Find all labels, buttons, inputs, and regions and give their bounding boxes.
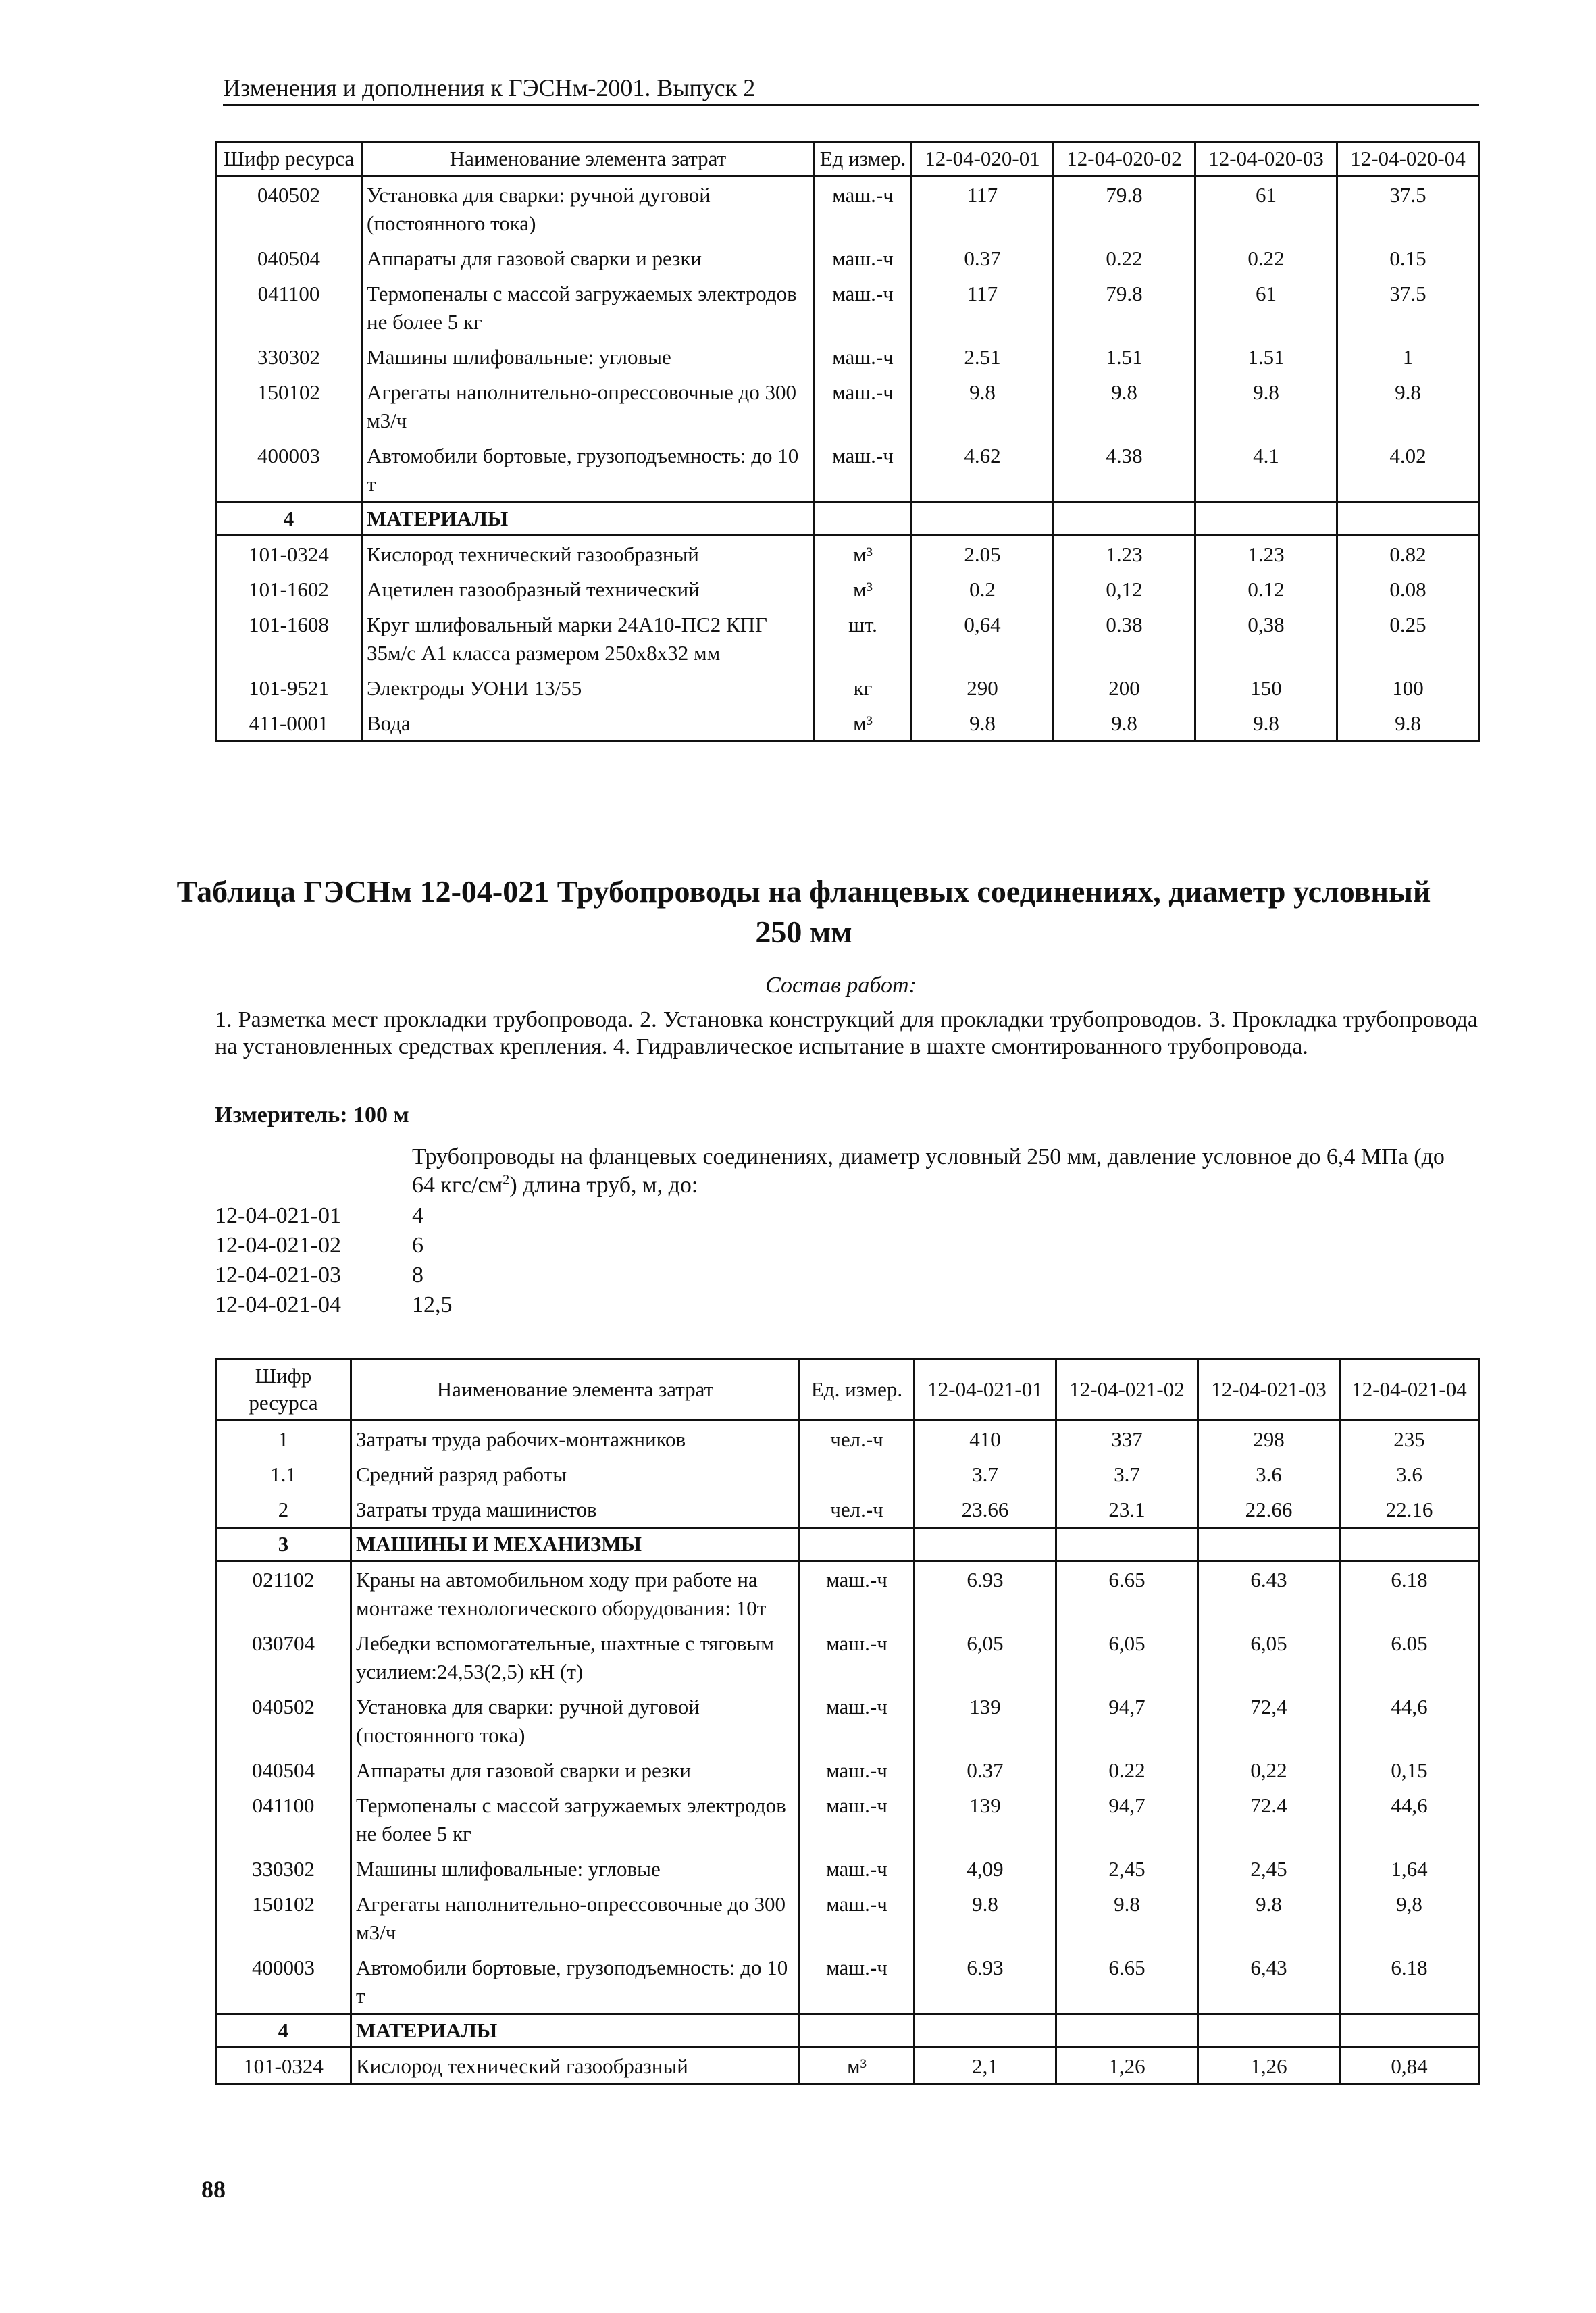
resource-code: 101-1602 <box>216 571 362 607</box>
norm-value: 3.7 <box>1056 1456 1198 1492</box>
measure-unit: маш.-ч <box>800 1851 915 1886</box>
table-row <box>216 536 1479 572</box>
measure-unit: м³ <box>815 571 912 607</box>
table-row <box>216 1886 1479 1950</box>
cost-element-name: Ацетилен газообразный технический <box>362 571 815 607</box>
norm-value: 1.23 <box>1054 536 1195 572</box>
norm-value: 79.8 <box>1054 176 1195 241</box>
norm-value: 23.66 <box>915 1492 1056 1528</box>
resource-code: 400003 <box>216 438 362 503</box>
measure-unit: маш.-ч <box>800 1561 915 1626</box>
variant-pipe-length: 6 <box>412 1233 423 1258</box>
norm-value: 117 <box>912 176 1054 241</box>
table-row <box>216 438 1479 503</box>
norm-value: 1.51 <box>1195 339 1337 374</box>
resource-code: 030704 <box>216 1625 351 1689</box>
resource-code: 1.1 <box>216 1456 351 1492</box>
measure-unit: чел.-ч <box>800 1421 915 1457</box>
resource-code: 330302 <box>216 1851 351 1886</box>
resource-code: 040504 <box>216 1752 351 1787</box>
measure-unit: кг <box>815 670 912 705</box>
table-row <box>216 240 1479 276</box>
norm-value: 0.2 <box>912 571 1054 607</box>
norm-value: 9.8 <box>912 374 1054 438</box>
norm-value: 44,6 <box>1340 1787 1479 1851</box>
variant-column-header: 12-04-021-03 <box>1198 1359 1340 1421</box>
resource-code: 021102 <box>216 1561 351 1626</box>
norm-value: 2.51 <box>912 339 1054 374</box>
norm-value: 6.65 <box>1056 1950 1198 2014</box>
resource-code: 101-9521 <box>216 670 362 705</box>
cost-element-name: Круг шлифовальный марки 24А10-ПС2 КПГ 35м/с А1 класса размером 250х8х32 мм <box>362 607 815 670</box>
section-row <box>216 2014 1479 2048</box>
resource-code: 101-1608 <box>216 607 362 670</box>
column-header: Наименование элемента затрат <box>351 1359 800 1421</box>
empty-cell <box>815 503 912 536</box>
cost-element-name: Затраты труда машинистов <box>351 1492 800 1528</box>
cost-element-name: Автомобили бортовые, грузоподъемность: до 10 т <box>351 1950 800 2014</box>
norm-value: 2.05 <box>912 536 1054 572</box>
measure-unit: м³ <box>800 2048 915 2085</box>
variant-code: 12-04-021-02 <box>215 1233 341 1258</box>
cost-element-name: Электроды УОНИ 13/55 <box>362 670 815 705</box>
norm-value: 9.8 <box>1056 1886 1198 1950</box>
resource-code: 411-0001 <box>216 705 362 742</box>
norm-value: 1.23 <box>1195 536 1337 572</box>
cost-element-name: Вода <box>362 705 815 742</box>
cost-element-name: Агрегаты наполнительно-опрессовочные до 300 м3/ч <box>351 1886 800 1950</box>
norm-value: 9.8 <box>1337 705 1479 742</box>
variants-list <box>215 1201 552 1320</box>
variant-item <box>215 1201 552 1231</box>
empty-cell <box>1054 503 1195 536</box>
measure-unit: маш.-ч <box>815 438 912 503</box>
measure-unit: маш.-ч <box>800 1886 915 1950</box>
measure-unit: маш.-ч <box>800 1625 915 1689</box>
cost-element-name: Термопеналы с массой загружаемых электродов не более 5 кг <box>351 1787 800 1851</box>
measure-unit: маш.-ч <box>800 1787 915 1851</box>
table-row <box>216 607 1479 670</box>
measure-unit: м³ <box>815 705 912 742</box>
norm-value: 2,45 <box>1056 1851 1198 1886</box>
empty-cell <box>1195 503 1337 536</box>
norm-value: 0.15 <box>1337 240 1479 276</box>
norm-value: 0,84 <box>1340 2048 1479 2085</box>
norm-value: 94,7 <box>1056 1787 1198 1851</box>
section-row <box>216 503 1479 536</box>
variant-column-header: 12-04-020-03 <box>1195 142 1337 176</box>
norm-value: 4.62 <box>912 438 1054 503</box>
norm-value: 6.93 <box>915 1950 1056 2014</box>
norm-value: 9.8 <box>1054 374 1195 438</box>
variant-column-header: 12-04-021-01 <box>915 1359 1056 1421</box>
resource-code: 101-0324 <box>216 536 362 572</box>
norm-value: 2,1 <box>915 2048 1056 2085</box>
norm-value: 1,64 <box>1340 1851 1479 1886</box>
measure-unit: маш.-ч <box>815 339 912 374</box>
measure-unit: шт. <box>815 607 912 670</box>
norm-value: 337 <box>1056 1421 1198 1457</box>
norm-value: 0,12 <box>1054 571 1195 607</box>
table-row <box>216 339 1479 374</box>
resource-code: 1 <box>216 1421 351 1457</box>
column-header: Наименование элемента затрат <box>362 142 815 176</box>
section-title: МАТЕРИАЛЫ <box>351 2014 800 2048</box>
norm-value: 100 <box>1337 670 1479 705</box>
norm-value: 1 <box>1337 339 1479 374</box>
resource-code: 150102 <box>216 374 362 438</box>
norm-value: 150 <box>1195 670 1337 705</box>
cost-element-name: Автомобили бортовые, грузоподъемность: до 10 т <box>362 438 815 503</box>
norm-value: 37.5 <box>1337 276 1479 339</box>
table-row <box>216 1421 1479 1457</box>
norm-value: 4.02 <box>1337 438 1479 503</box>
cost-element-name: Установка для сварки: ручной дуговой (постоянного тока) <box>351 1689 800 1752</box>
norm-value: 79.8 <box>1054 276 1195 339</box>
cost-element-name: Аппараты для газовой сварки и резки <box>362 240 815 276</box>
table-row <box>216 176 1479 241</box>
norm-value: 9.8 <box>915 1886 1056 1950</box>
norm-value: 117 <box>912 276 1054 339</box>
norm-value: 72.4 <box>1198 1787 1340 1851</box>
variant-pipe-length: 4 <box>412 1203 423 1228</box>
section-row <box>216 1528 1479 1561</box>
page-number: 88 <box>201 2176 226 2203</box>
norm-value: 9.8 <box>1054 705 1195 742</box>
table-header-row <box>216 1359 1479 1421</box>
variant-column-header: 12-04-021-04 <box>1340 1359 1479 1421</box>
variant-item <box>215 1231 552 1261</box>
norm-value: 9.8 <box>1337 374 1479 438</box>
measure-unit: маш.-ч <box>800 1689 915 1752</box>
table-header-row <box>216 142 1479 176</box>
resource-code: 2 <box>216 1492 351 1528</box>
cost-element-name: Краны на автомобильном ходу при работе на монтаже технологического оборудования: 10т <box>351 1561 800 1626</box>
norm-value: 9.8 <box>912 705 1054 742</box>
cost-element-name: Кислород технический газообразный <box>351 2048 800 2085</box>
resource-code: 101-0324 <box>216 2048 351 2085</box>
norm-value: 22.16 <box>1340 1492 1479 1528</box>
cost-element-name: Лебедки вспомогательные, шахтные с тяговым усилием:24,53(2,5) кН (т) <box>351 1625 800 1689</box>
empty-cell <box>800 1528 915 1561</box>
norm-value: 4.1 <box>1195 438 1337 503</box>
norm-value: 410 <box>915 1421 1056 1457</box>
norm-value: 6,05 <box>915 1625 1056 1689</box>
composition-heading: Состав работ: <box>765 973 917 998</box>
norm-value: 6,43 <box>1198 1950 1340 2014</box>
norm-value: 6.43 <box>1198 1561 1340 1626</box>
table-row <box>216 1492 1479 1528</box>
section-title: МАТЕРИАЛЫ <box>362 503 815 536</box>
measure-unit: маш.-ч <box>815 240 912 276</box>
measure-unit: чел.-ч <box>800 1492 915 1528</box>
empty-cell <box>1056 1528 1198 1561</box>
variant-code: 12-04-021-03 <box>215 1263 341 1288</box>
section-number: 4 <box>216 503 362 536</box>
norm-value: 9.8 <box>1195 374 1337 438</box>
column-header: Шифр ресурса <box>216 1359 351 1421</box>
cost-element-name: Средний разряд работы <box>351 1456 800 1492</box>
table-row <box>216 571 1479 607</box>
norm-value: 0.37 <box>912 240 1054 276</box>
variant-column-header: 12-04-020-01 <box>912 142 1054 176</box>
norm-value: 6.18 <box>1340 1950 1479 2014</box>
variant-column-header: 12-04-020-02 <box>1054 142 1195 176</box>
norm-value: 6.93 <box>915 1561 1056 1626</box>
variant-code: 12-04-021-01 <box>215 1203 341 1228</box>
resource-table-12-04-021 <box>215 1358 1480 2085</box>
empty-cell <box>1340 1528 1479 1561</box>
column-header: Ед измер. <box>815 142 912 176</box>
measure-unit: Измеритель: 100 м <box>215 1102 409 1127</box>
measure-unit: маш.-ч <box>800 1752 915 1787</box>
empty-cell <box>912 503 1054 536</box>
table-row <box>216 1625 1479 1689</box>
norm-value: 0.08 <box>1337 571 1479 607</box>
norm-value: 139 <box>915 1787 1056 1851</box>
cost-element-name: Затраты труда рабочих-монтажников <box>351 1421 800 1457</box>
norm-value: 6,05 <box>1056 1625 1198 1689</box>
norm-value: 37.5 <box>1337 176 1479 241</box>
norm-value: 139 <box>915 1689 1056 1752</box>
norm-value: 2,45 <box>1198 1851 1340 1886</box>
resource-code: 041100 <box>216 276 362 339</box>
norm-value: 9.8 <box>1195 705 1337 742</box>
norm-value: 3.7 <box>915 1456 1056 1492</box>
norm-value: 44,6 <box>1340 1689 1479 1752</box>
section-title: МАШИНЫ И МЕХАНИЗМЫ <box>351 1528 800 1561</box>
measure-unit: маш.-ч <box>815 374 912 438</box>
cost-element-name: Машины шлифовальные: угловые <box>351 1851 800 1886</box>
table-row <box>216 2048 1479 2085</box>
norm-value: 0.82 <box>1337 536 1479 572</box>
cost-element-name: Кислород технический газообразный <box>362 536 815 572</box>
table-row <box>216 705 1479 742</box>
empty-cell <box>1198 2014 1340 2048</box>
norm-value: 6.65 <box>1056 1561 1198 1626</box>
empty-cell <box>1340 2014 1479 2048</box>
empty-cell <box>1056 2014 1198 2048</box>
table-row <box>216 1752 1479 1787</box>
norm-value: 290 <box>912 670 1054 705</box>
norm-value: 235 <box>1340 1421 1479 1457</box>
norm-value: 6.05 <box>1340 1625 1479 1689</box>
cost-element-name: Аппараты для газовой сварки и резки <box>351 1752 800 1787</box>
resource-code: 040504 <box>216 240 362 276</box>
table-row <box>216 1851 1479 1886</box>
work-steps: 1. Разметка мест прокладки трубопровода. 2. Установка конструкций для прокладки трубопроводов. 3. Прокладка трубопровода на установленных средствах крепления. 4. Гидравлическое испытание в шахте смонтированного трубопровода. <box>215 1007 1478 1059</box>
norm-value: 298 <box>1198 1421 1340 1457</box>
empty-cell <box>915 1528 1056 1561</box>
norm-value: 23.1 <box>1056 1492 1198 1528</box>
table-row <box>216 1561 1479 1626</box>
table-row <box>216 276 1479 339</box>
measure-unit <box>800 1456 915 1492</box>
norm-value: 4.38 <box>1054 438 1195 503</box>
table-row <box>216 374 1479 438</box>
column-header: Шифр ресурса <box>216 142 362 176</box>
resource-code: 330302 <box>216 339 362 374</box>
section-number: 4 <box>216 2014 351 2048</box>
norm-value: 0.38 <box>1054 607 1195 670</box>
variant-item <box>215 1290 552 1320</box>
section-number: 3 <box>216 1528 351 1561</box>
resource-code: 040502 <box>216 176 362 241</box>
norm-value: 9.8 <box>1198 1886 1340 1950</box>
table-row <box>216 1456 1479 1492</box>
empty-cell <box>1198 1528 1340 1561</box>
measure-unit: маш.-ч <box>815 276 912 339</box>
norm-value: 61 <box>1195 276 1337 339</box>
table-row <box>216 670 1479 705</box>
norm-value: 0.22 <box>1056 1752 1198 1787</box>
measure-unit: маш.-ч <box>815 176 912 241</box>
resource-code: 150102 <box>216 1886 351 1950</box>
resource-table-12-04-020 <box>215 141 1480 742</box>
resource-code: 040502 <box>216 1689 351 1752</box>
table-row <box>216 1787 1479 1851</box>
norm-value: 0,15 <box>1340 1752 1479 1787</box>
norm-value: 4,09 <box>915 1851 1056 1886</box>
cost-element-name: Термопеналы с массой загружаемых электродов не более 5 кг <box>362 276 815 339</box>
norm-value: 0,22 <box>1198 1752 1340 1787</box>
variant-column-header: 12-04-021-02 <box>1056 1359 1198 1421</box>
norm-value: 1,26 <box>1056 2048 1198 2085</box>
measure-unit: маш.-ч <box>800 1950 915 2014</box>
norm-value: 6.18 <box>1340 1561 1479 1626</box>
column-header: Ед. измер. <box>800 1359 915 1421</box>
norm-value: 3.6 <box>1340 1456 1479 1492</box>
variant-item <box>215 1261 552 1290</box>
norm-value: 9,8 <box>1340 1886 1479 1950</box>
norm-value: 0.37 <box>915 1752 1056 1787</box>
norm-value: 0.22 <box>1195 240 1337 276</box>
table-row <box>216 1950 1479 2014</box>
norm-value: 61 <box>1195 176 1337 241</box>
running-header: Изменения и дополнения к ГЭСНм-2001. Выпуск 2 <box>223 73 1479 106</box>
resource-code: 400003 <box>216 1950 351 2014</box>
norm-value: 1,26 <box>1198 2048 1340 2085</box>
norm-value: 0,64 <box>912 607 1054 670</box>
cost-element-name: Установка для сварки: ручной дуговой (постоянного тока) <box>362 176 815 241</box>
norm-value: 72,4 <box>1198 1689 1340 1752</box>
norm-value: 0.12 <box>1195 571 1337 607</box>
variant-code: 12-04-021-04 <box>215 1292 341 1317</box>
variant-pipe-length: 8 <box>412 1263 423 1288</box>
empty-cell <box>1337 503 1479 536</box>
norm-value: 1.51 <box>1054 339 1195 374</box>
norm-value: 94,7 <box>1056 1689 1198 1752</box>
cost-element-name: Машины шлифовальные: угловые <box>362 339 815 374</box>
norm-value: 200 <box>1054 670 1195 705</box>
variant-column-header: 12-04-020-04 <box>1337 142 1479 176</box>
norm-value: 3.6 <box>1198 1456 1340 1492</box>
empty-cell <box>915 2014 1056 2048</box>
table-title: Таблица ГЭСНм 12-04-021 Трубопроводы на фланцевых соединениях, диаметр условный 250 мм <box>176 874 1431 949</box>
resource-code: 041100 <box>216 1787 351 1851</box>
table-row <box>216 1689 1479 1752</box>
norm-value: 0.22 <box>1054 240 1195 276</box>
variants-description: Трубопроводы на фланцевых соединениях, диаметр условный 250 мм, давление условное до 6,4 МПа (до 64 кгс/$см^2$) длина труб, м, до: <box>412 1144 1445 1198</box>
variant-pipe-length: 12,5 <box>412 1292 453 1317</box>
cost-element-name: Агрегаты наполнительно-опрессовочные до 300 м3/ч <box>362 374 815 438</box>
norm-value: 0.25 <box>1337 607 1479 670</box>
norm-value: 6,05 <box>1198 1625 1340 1689</box>
measure-unit: м³ <box>815 536 912 572</box>
norm-value: 0,38 <box>1195 607 1337 670</box>
empty-cell <box>800 2014 915 2048</box>
norm-value: 22.66 <box>1198 1492 1340 1528</box>
